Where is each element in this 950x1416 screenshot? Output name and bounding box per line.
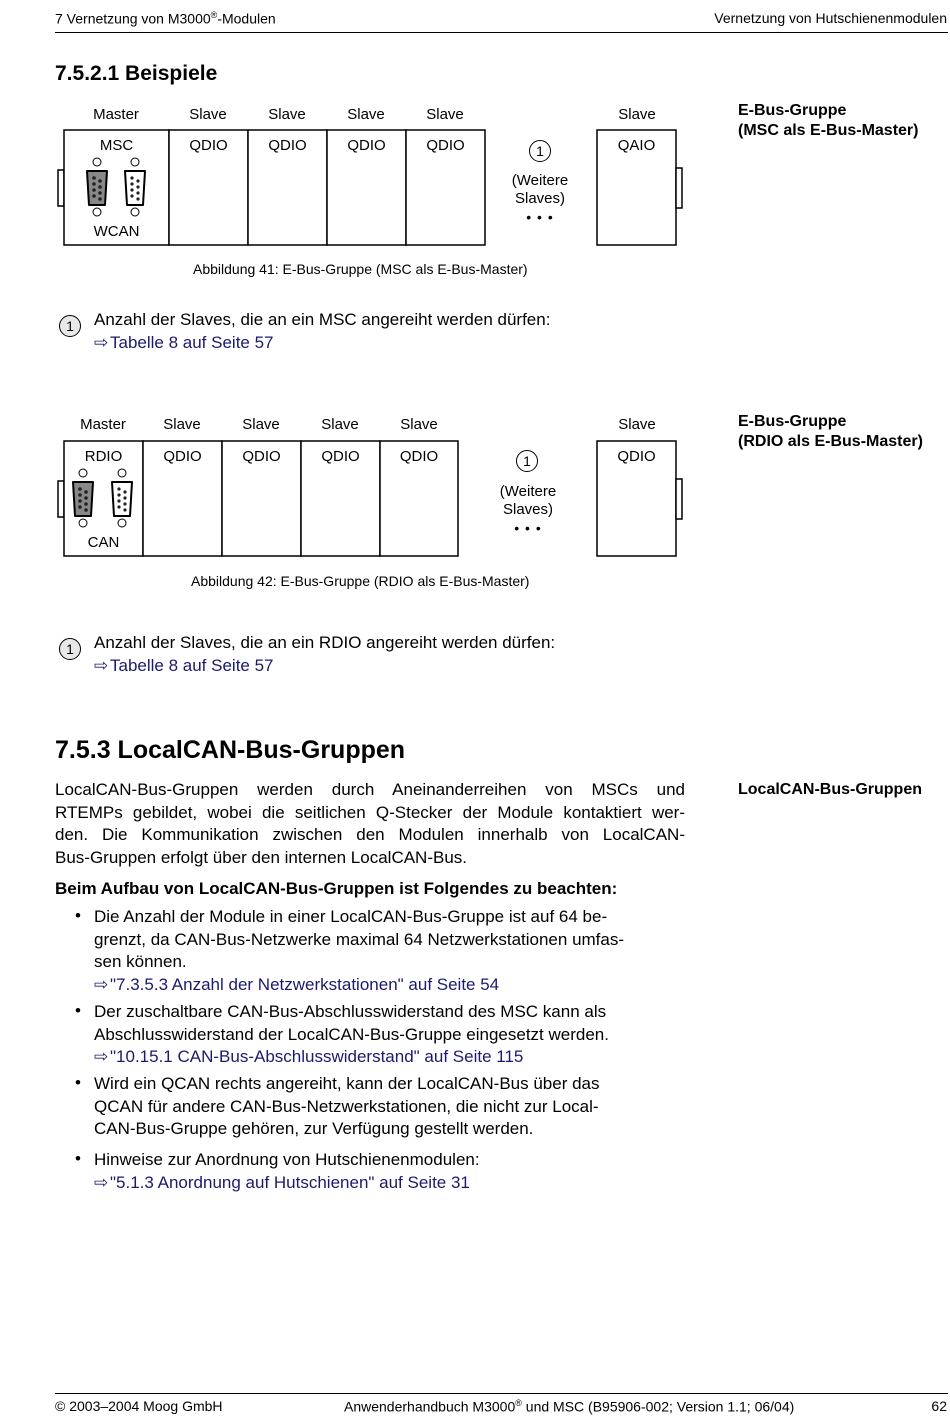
cross-reference-link[interactable]: Tabelle 8 auf Seite 57 bbox=[110, 655, 274, 675]
slave-module-label: QDIO bbox=[242, 448, 281, 465]
fig-label-slave: Slave bbox=[400, 416, 438, 433]
slave-module-label: QDIO bbox=[189, 137, 228, 154]
slave-module-label: QDIO bbox=[321, 448, 360, 465]
arrow-right-icon: ⇨ bbox=[94, 1047, 109, 1066]
more-slaves-note: (Weitere Slaves) • • • bbox=[511, 172, 569, 225]
footer-rule bbox=[55, 1393, 948, 1394]
margin-note: E-Bus-Gruppe (MSC als E-Bus-Master) bbox=[738, 102, 919, 139]
fig-label-slave: Slave bbox=[618, 416, 656, 433]
arrow-right-icon: ⇨ bbox=[94, 332, 109, 352]
cross-reference-link[interactable]: "5.1.3 Anordnung auf Hutschienen" auf Seite 31 bbox=[110, 1172, 470, 1192]
fig-label-slave: Slave bbox=[163, 416, 201, 433]
figure-caption: Abbildung 42: E-Bus-Gruppe (RDIO als E-Bus-Master) bbox=[191, 573, 530, 589]
cross-reference-link[interactable]: Tabelle 8 auf Seite 57 bbox=[110, 332, 274, 352]
callout-marker: 1 bbox=[516, 450, 538, 472]
section-title: 7.5.3 LocalCAN-Bus-Gruppen bbox=[55, 736, 406, 764]
arrow-right-icon: ⇨ bbox=[94, 974, 109, 994]
slave-module-label: QDIO bbox=[163, 448, 202, 465]
slave-module-label: QDIO bbox=[426, 137, 465, 154]
section-title: 7.5.2.1 Beispiele bbox=[55, 62, 218, 85]
slave-module-label: QDIO bbox=[617, 448, 656, 465]
list-item: Hinweise zur Anordnung von Hutschienenmodulen: ⇨ "5.1.3 Anordnung auf Hutschienen" auf Seite 31 bbox=[94, 1149, 694, 1194]
cross-reference-link[interactable]: "7.3.5.3 Anzahl der Netzwerkstationen" auf Seite 54 bbox=[110, 974, 500, 994]
fig-label-master: Master bbox=[93, 106, 139, 123]
arrow-right-icon: ⇨ bbox=[94, 1172, 109, 1192]
master-module-label: MSC bbox=[99, 137, 134, 154]
header-rule bbox=[55, 32, 948, 33]
bullet-marker: • bbox=[75, 1073, 81, 1092]
bullet-marker: • bbox=[75, 1149, 81, 1168]
list-item: Der zuschaltbare CAN-Bus-Abschlusswiderstand des MSC kann als Abschlusswiderstand der LocalCAN-Bus-Gruppe eingesetzt werden. ⇨ "10.15.1 CAN-Bus-Abschlusswiderstand" auf Seite 115 bbox=[94, 1001, 694, 1069]
footer-title: Anwenderhandbuch M3000® und MSC (B95906-002; Version 1.1; 06/04) bbox=[344, 1398, 795, 1415]
callout-marker: 1 bbox=[59, 315, 81, 337]
list-item: Die Anzahl der Module in einer LocalCAN-Bus-Gruppe ist auf 64 be- grenzt, da CAN-Bus-Netzwerke maximal 64 Netzwerkstationen umfas- sen können. ⇨ "7.3.5.3 Anzahl der Netzwerkstationen" auf Seite 54 bbox=[94, 906, 694, 996]
callout-marker: 1 bbox=[529, 140, 551, 162]
master-bus-label: WCAN bbox=[93, 223, 140, 240]
bullet-marker: • bbox=[75, 906, 81, 925]
page-number: 62 bbox=[931, 1398, 947, 1414]
bold-intro: Beim Aufbau von LocalCAN-Bus-Gruppen ist Folgendes zu beachten: bbox=[55, 879, 618, 898]
slave-module-label: QDIO bbox=[399, 448, 439, 465]
slave-module-label: QAIO bbox=[617, 137, 656, 154]
fig-label-slave: Slave bbox=[268, 106, 306, 123]
margin-note: E-Bus-Gruppe (RDIO als E-Bus-Master) bbox=[738, 413, 923, 450]
fig-label-slave: Slave bbox=[347, 106, 385, 123]
fig-label-slave: Slave bbox=[242, 416, 280, 433]
note-text: Anzahl der Slaves, die an ein MSC angereiht werden dürfen: ⇨ Tabelle 8 auf Seite 57 bbox=[94, 309, 550, 354]
cross-reference-link[interactable]: "10.15.1 CAN-Bus-Abschlusswiderstand" auf Seite 115 bbox=[110, 1047, 524, 1066]
figure-caption: Abbildung 41: E-Bus-Gruppe (MSC als E-Bus-Master) bbox=[193, 261, 528, 277]
fig-label-slave: Slave bbox=[426, 106, 464, 123]
fig-label-master: Master bbox=[80, 416, 126, 433]
footer-copyright: © 2003–2004 Moog GmbH bbox=[55, 1398, 223, 1414]
slave-module-label: QDIO bbox=[347, 137, 386, 154]
callout-marker: 1 bbox=[59, 638, 81, 660]
arrow-right-icon: ⇨ bbox=[94, 655, 109, 675]
running-header-left: 7 Vernetzung von M3000®-Modulen bbox=[55, 10, 276, 27]
bullet-marker: • bbox=[75, 1001, 81, 1020]
master-bus-label: CAN bbox=[87, 534, 120, 551]
running-header-right: Vernetzung von Hutschienenmodulen bbox=[714, 10, 947, 26]
note-text: Anzahl der Slaves, die an ein RDIO angereiht werden dürfen: ⇨ Tabelle 8 auf Seite 57 bbox=[94, 632, 555, 677]
more-slaves-note: (Weitere Slaves) • • • bbox=[499, 483, 557, 536]
fig-label-slave: Slave bbox=[189, 106, 227, 123]
fig-label-slave: Slave bbox=[321, 416, 359, 433]
slave-module-label: QDIO bbox=[268, 137, 307, 154]
fig-label-slave: Slave bbox=[618, 106, 656, 123]
margin-note: LocalCAN-Bus-Gruppen bbox=[738, 781, 922, 798]
body-paragraph: LocalCAN-Bus-Gruppen werden durch Aneinanderreihen von MSCs und RTEMPs gebildet, wobei die seitlichen Q-Stecker der Module kontaktiert wer- den. Die Kommunikation zwischen den Modulen innerhalb von LocalCAN- Bus-Gruppen erfolgt über den internen LocalCAN-Bus. bbox=[55, 780, 685, 867]
list-item: Wird ein QCAN rechts angereiht, kann der LocalCAN-Bus über das QCAN für andere CAN-Bus-Netzwerkstationen, die nicht zur Local- CAN-Bus-Gruppe gehören, zur Verfügung gestellt werden. bbox=[94, 1074, 600, 1138]
master-module-label: RDIO bbox=[84, 448, 123, 465]
